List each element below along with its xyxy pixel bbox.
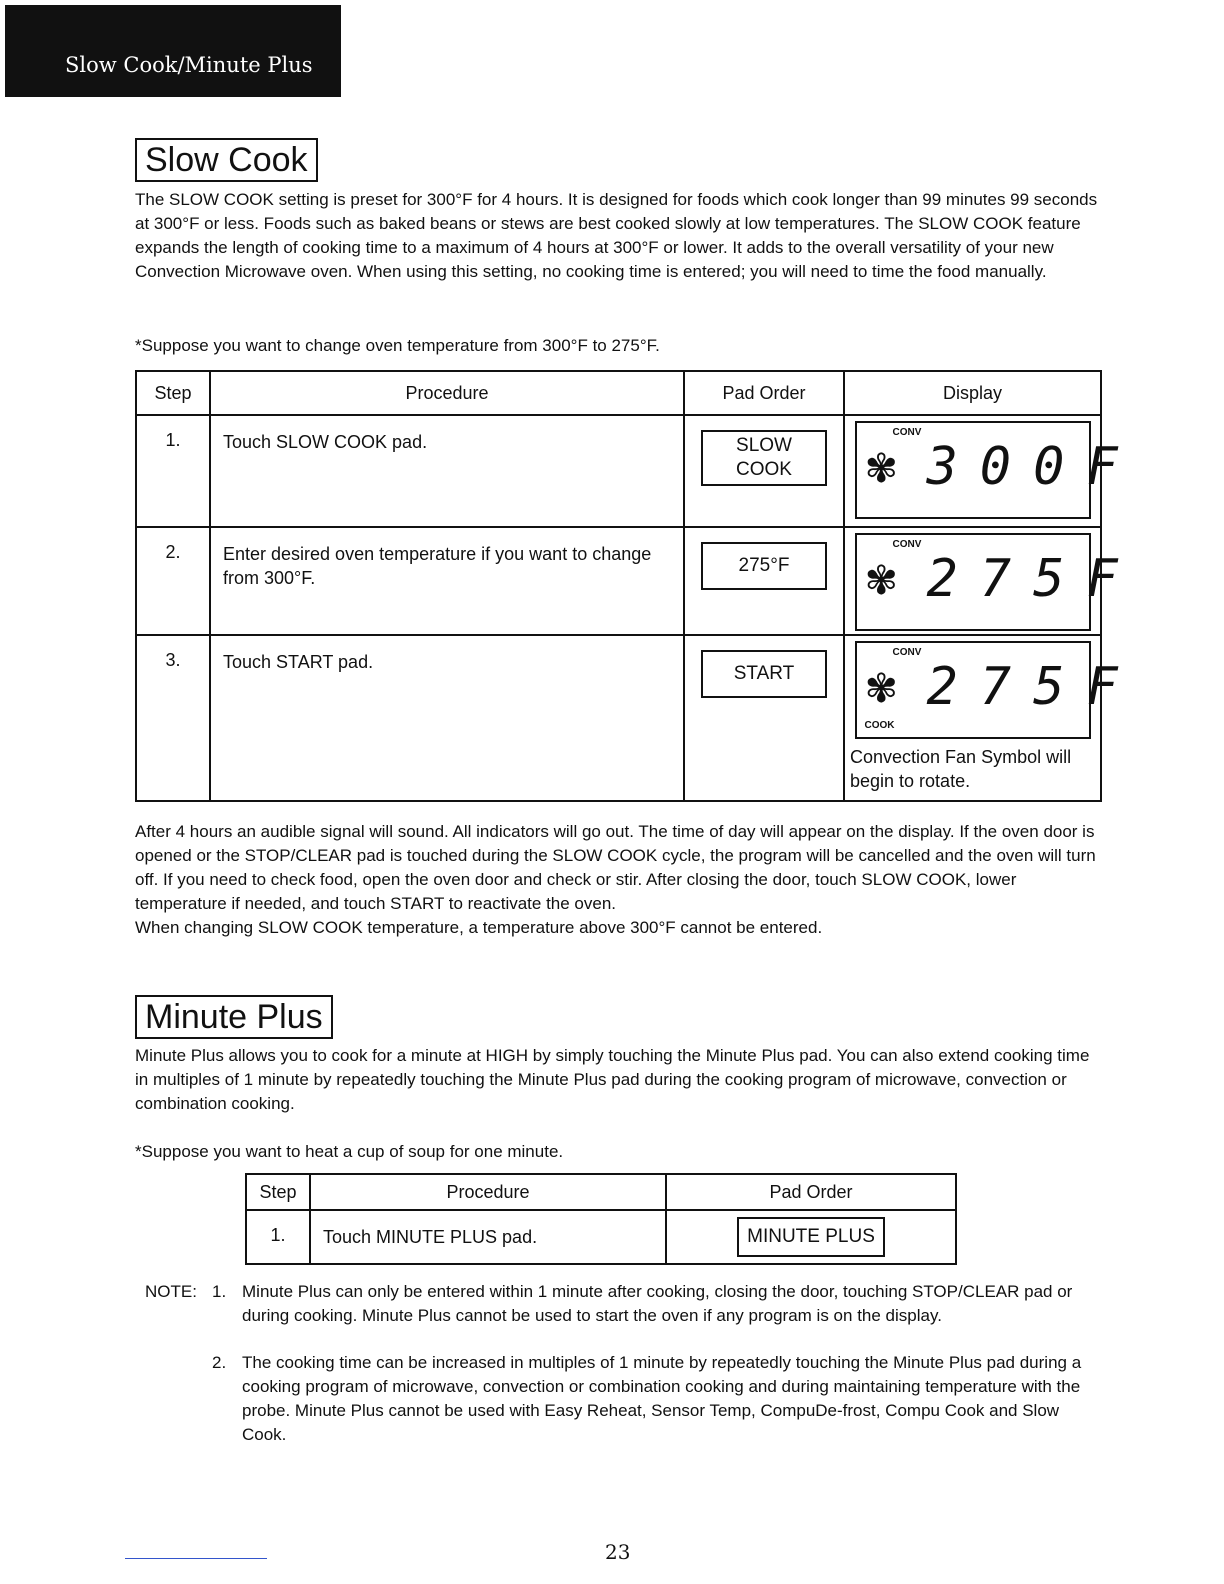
step-number: 2. [136,527,210,635]
display-digits: 275F [926,549,1140,609]
display-cell [844,527,1140,635]
step-procedure: Touch MINUTE PLUS pad. [310,1210,666,1264]
step-number: 1. [136,415,210,527]
pad-order-cell [684,527,844,635]
step-number: 1. [246,1210,310,1264]
header-pad-order: Pad Order [666,1174,956,1210]
fan-icon: ✾ [864,559,899,603]
conv-indicator: CONV [892,427,922,438]
slow-cook-temp-limit-text: When changing SLOW COOK temperature, a temperature above 300°F cannot be entered. [135,918,823,937]
header-display: Display [844,371,1101,415]
header-step: Step [246,1174,310,1210]
note-1-text: Minute Plus can only be entered within 1 minute after cooking, closing the door, touching STOP/CLEAR pad or during cooking. Minute Plus cannot be used to start the oven if any program is on the display. [242,1282,1073,1325]
display-cell [844,635,1140,801]
slow-cook-suppose [135,334,1100,358]
slow-cook-suppose-text: *Suppose you want to change oven temperature from 300°F to 275°F. [135,336,660,355]
display-digits: 275F [926,657,1140,717]
pad-label-line1: SLOW [736,435,792,456]
fan-symbol-note: Convection Fan Symbol will begin to rotate. [850,747,1072,791]
step-procedure: Touch SLOW COOK pad. [210,415,684,527]
display-cell [844,415,1140,527]
header-step: Step [136,371,210,415]
lcd-display [855,641,1140,739]
step-number: 3. [136,635,210,801]
minute-plus-suppose [135,1140,1100,1164]
step-procedure: Enter desired oven temperature if you want to change from 300°F. [210,527,684,635]
header-procedure: Procedure [210,371,684,415]
minute-plus-table [245,1173,957,1265]
minute-plus-intro-text: Minute Plus allows you to cook for a minute at HIGH by simply touching the Minute Plus pad. You can also extend cooking time in multiples of 1 minute by repeatedly touching the Minute Plus pad during the cooking program of microwave, convection or combination cooking. [135,1046,1090,1113]
minute-plus-pad: MINUTE PLUS [737,1217,885,1257]
pad-label-line2: COOK [736,459,792,480]
table-header-row [246,1174,956,1210]
table-row [136,527,1101,635]
slow-cook-pad [701,430,827,486]
fan-icon: ✾ [864,447,899,491]
section-header-label: Slow Cook/Minute Plus [65,53,313,77]
conv-indicator: CONV [892,539,922,550]
cook-indicator: COOK [864,720,895,731]
page-number: 23 [605,1540,631,1564]
note-2-text: The cooking time can be increased in multiples of 1 minute by repeatedly touching the Minute Plus pad during a cooking program of microwave, convection or combination cooking and during maintaining temperature with the probe. Minute Plus cannot be used with Easy Reheat, Sensor Temp, CompuDe-frost, Compu Cook and Slow Cook. [242,1353,1082,1444]
slow-cook-title: Slow Cook [135,138,318,182]
slow-cook-table [135,370,1140,802]
step-procedure: Touch START pad. [210,635,684,801]
conv-indicator: CONV [892,647,922,658]
lcd-display [855,533,1140,631]
header-procedure: Procedure [310,1174,666,1210]
pad-order-cell [684,635,844,801]
slow-cook-intro-text: The SLOW COOK setting is preset for 300°F for 4 hours. It is designed for foods which cook longer than 99 minutes 99 seconds at 300°F or less. Foods such as baked beans or stews are best cooked slowly at low temperatures. The SLOW COOK feature expands the length of cooking time to a maximum of 4 hours at 300°F or lower. It adds to the overall versatility of your new Convection Microwave oven. When using this setting, no cooking time is entered; you will need to time the food manually. [135,190,1098,281]
minute-plus-intro [135,1044,1100,1116]
note-2-number: 2. [212,1353,227,1372]
slow-cook-after [135,820,1100,940]
header-pad-order: Pad Order [684,371,844,415]
table-header-row [136,371,1101,415]
slow-cook-intro [135,188,1100,284]
slow-cook-after-text: After 4 hours an audible signal will sound. All indicators will go out. The time of day will appear on the display. If the oven door is opened or the STOP/CLEAR pad is touched during the SLOW COOK cycle, the program will be cancelled and the oven will turn off. If you need to check food, open the oven door and check or stir. After closing the door, touch SLOW COOK, lower temperature if needed, and touch START to reactivate the oven. [135,822,1096,913]
lcd-display [855,421,1140,519]
fan-icon: ✾ [864,667,899,711]
minute-plus-title: Minute Plus [135,995,333,1039]
note-label: NOTE: [145,1282,197,1301]
temperature-pad: 275°F [701,542,827,590]
start-pad: START [701,650,827,698]
footer-rule [125,1558,267,1559]
table-row [246,1210,956,1264]
pad-order-cell [684,415,844,527]
table-row [136,415,1101,527]
display-digits: 300F [926,437,1140,497]
section-header-tab [5,5,341,97]
minute-plus-suppose-text: *Suppose you want to heat a cup of soup for one minute. [135,1142,564,1161]
pad-order-cell [666,1210,956,1264]
table-row [136,635,1101,801]
note-1-number: 1. [212,1282,227,1301]
